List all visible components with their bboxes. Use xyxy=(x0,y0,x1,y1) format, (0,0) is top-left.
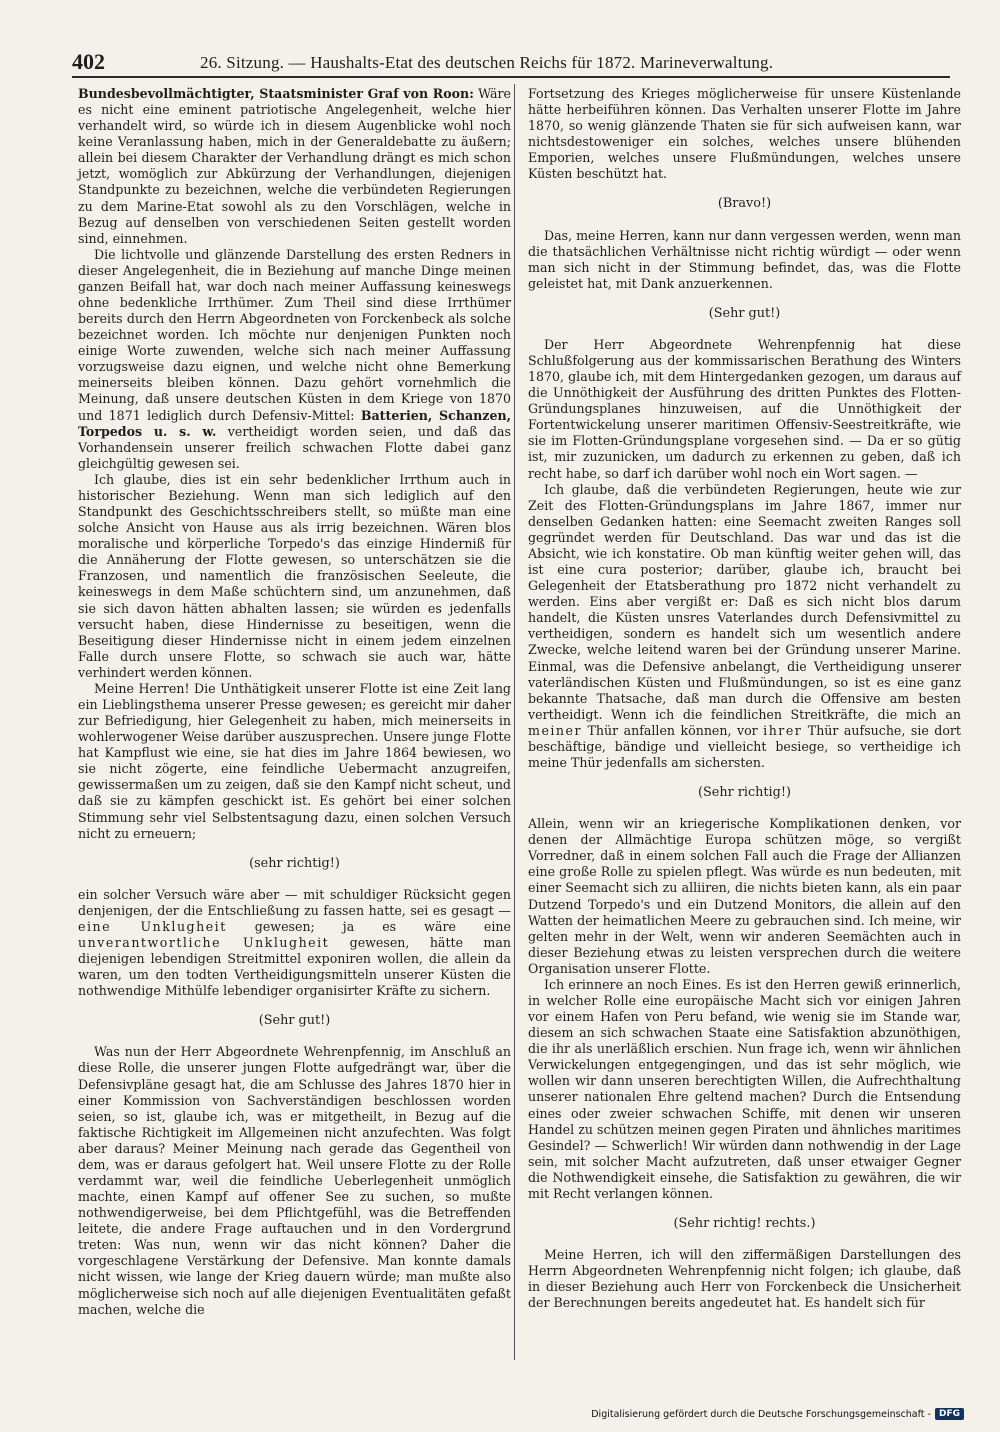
spaced-emphasis: eine Unklugheit xyxy=(78,918,227,934)
paragraph: Das, meine Herren, kann nur dann vergessen werden, wenn man die thatsächlichen Verhältnisse nicht richtig würdigt — oder wenn man sich nicht in der Stimmung befindet, das, was die Flotte geleistet hat, mit Dank anzuerkennen. xyxy=(528,227,962,291)
paragraph-text: ein solcher Versuch wäre aber — mit schuldiger Rücksicht gegen denjenigen, der die Entschließung zu fassen hatte, sei es gesagt — xyxy=(78,886,511,918)
paragraph xyxy=(78,887,511,1000)
spaced-emphasis: ihrer xyxy=(763,722,803,738)
header-rule xyxy=(72,76,950,78)
paragraph: Was nun der Herr Abgeordnete Wehrenpfennig, im Anschluß an diese Rolle, die unserer jungen Flotte aufgedrängt war, über die Defensivpläne gesagt hat, die am Schlusse des Jahres 1870 hier in einer Kommission von Sachverständigen beschlossen worden seien, so ist, glaube ich, was er mitgetheilt, in Bezug auf die faktische Richtigkeit im Allgemeinen nicht anzufechten. Was folgt aber daraus? Meiner Meinung nach gerade das Gegentheil von dem, was er daraus gefolgert hat. Weil unsere Flotte zu der Rolle verdammt war, weil die feindliche Ueberlegenheit unmöglich machte, einen Kampf auf offener See zu suchen, so mußte nothwendigerweise, bei dem Pflichtgefühl, was die Betreffenden leitete, die andere Frage auftauchen und in den Vordergrund treten: Was nun, wenn wir das nicht können? Daher die vorgeschlagene Verstärkung der Defensive. Man konnte damals nicht wissen, wie lange der Krieg dauern würde; man mußte also möglicherweise sich noch auf alle diejenigen Eventualitäten gefaßt machen, welche die xyxy=(78,1044,511,1317)
paragraph-text: Die lichtvolle und glänzende Darstellung des ersten Redners in dieser Angelegenheit, die in Beziehung auf manche Dinge meinen ganzen Beifall hat, war doch nach meiner Auffassung keineswegs ohne bedenkliche Irrthümer. Zum Theil sind diese Irrthümer bereits durch den Herrn Abgeordneten von Forckenbeck als solche bezeichnet worden. Ich möchte nur denjenigen Punkten noch einige Worte zuwenden, welche sich nach meiner Auffassung vorzugsweise dazu eignen, und welche nicht ohne Bemerkung meinerseits bleiben können. Dazu gehört vornehmlich die Meinung, daß unsere deutschen Küsten in dem Kriege von 1870 und 1871 lediglich durch Defensiv-Mittel: xyxy=(78,246,511,423)
page-number: 402 xyxy=(72,49,105,74)
paragraph xyxy=(78,247,511,472)
paragraph: Meine Herren! Die Unthätigkeit unserer Flotte ist eine Zeit lang ein Lieblingsthema unserer Presse gewesen; es gereicht mir daher zur Befriedigung, hier Gelegenheit zu haben, mich meinerseits in wohlerwogener Weise darüber auszusprechen. Unsere junge Flotte hat Kampflust wie eine, sie hat dies im Jahre 1864 bewiesen, wo sie nicht zögerte, eine feindliche Uebermacht anzugreifen, gewissermaßen um zu zeigen, daß sie den Kampf nicht scheut, und daß sie zu kämpfen geschickt ist. Es gehört bei einer solchen Stimmung sehr viel Selbstentsagung dazu, einen solchen Versuch nicht zu erneuern; xyxy=(78,680,511,841)
interjection: (Bravo!) xyxy=(717,196,772,212)
interjection: (Sehr richtig! rechts.) xyxy=(673,1216,816,1231)
running-title: 26. Sitzung. — Haushalts-Etat des deutschen Reichs für 1872. Marineverwaltung. xyxy=(200,53,774,72)
interjection: (Sehr gut!) xyxy=(258,1013,331,1029)
dfg-logo: DFG xyxy=(935,1408,964,1420)
paragraph xyxy=(78,86,511,247)
emphasized-text: Batterien, Schanzen, Torpedos u. s. w. xyxy=(78,407,512,439)
paragraph: Der Herr Abgeordnete Wehrenpfennig hat diese Schlußfolgerung aus der kommissarischen Berathung des Winters 1870, glaube ich, mit dem Hintergedanken gezogen, um daraus auf die Unnöthigkeit der Ausführung des dritten Punktes des Flotten-Gründungsplanes hinzuweisen, auf die Unnöthigkeit der Fortentwickelung unserer maritimen Offensiv-Seestreitkräfte, wie sie im Flotten-Gründungsplane vorgesehen sind. — Da er so gütig ist, mir zuzunicken, um dadurch zu erkennen zu geben, daß ich recht habe, so darf ich darüber wohl noch ein Wort sagen. — xyxy=(528,336,961,481)
paragraph-text: gewesen, hätte man diejenigen lebendigen Streitmittel exponiren wollen, die allein da waren, um den todten Vertheidigungsmitteln unserer Küsten die nothwendige Mithülfe lebendiger organisirter Kräfte zu sichern. xyxy=(78,934,511,999)
interjection: (Sehr gut!) xyxy=(708,305,781,321)
paragraph-text: Wäre es nicht eine eminent patriotische Angelegenheit, welche hier verhandelt wird, so würde ich in diesem Augenblicke wohl noch keine Veranlassung haben, mich in der Generaldebatte zu äußern; allein bei diesem Charakter der Verhandlung drängt es mich schon jetzt, womöglich zur Abkürzung der Verhandlungen, diejenigen Standpunkte zu bezeichnen, welche die verbündeten Regierungen zu dem Marine-Etat sowohl als zu den Vorschlägen, welche in Bezug auf denselben von verschiedenen Seiten gestellt worden sind, einnehmen. xyxy=(78,86,511,246)
paragraph-text: Thür aufsuche, sie dort beschäftige, bändige und vielleicht besiege, so vertheidige ich meine Thür jedenfalls am sichersten. xyxy=(528,722,961,770)
interjection: (sehr richtig!) xyxy=(249,855,340,871)
paragraph: Allein, wenn wir an kriegerische Komplikationen denken, vor denen der Allmächtige Europa schützen möge, so vergißt Vorredner, daß in einem solchen Fall auch die Frage der Allianzen eine große Rolle zu spielen pflegt. Was würde es nun bedeuten, mit einer Seemacht sich zu alliiren, die nichts bieten kann, als ein paar Dutzend Torpedo's und ein Dutzend Monitors, die allein auf den Watten der heimatlichen Meere zu gebrauchen sind. Ich meine, wir gelten mehr in der Welt, wenn wir anderen Seemächten auch in dieser Beziehung etwas zu leisten versprechen durch die weitere Organisation unserer Flotte. xyxy=(528,816,961,976)
paragraph xyxy=(528,482,961,771)
credit-text: Digitalisierung gefördert durch die Deutsche Forschungsgemeinschaft - xyxy=(591,1408,931,1420)
digitization-credit xyxy=(591,1408,964,1420)
paragraph: Ich glaube, dies ist ein sehr bedenklicher Irrthum auch in historischer Beziehung. Wenn man sich lediglich auf den Standpunkt des Geschichtsschreibers stellt, so müßte man eine solche Ansicht von Hause aus als irrig bezeichnen. Wären blos moralische und körperliche Torpedo's das einzige Hinderniß für die Annäherung der Flotte gewesen, so unterschätzen sie die Franzosen, und namentlich die französischen Seeleute, die keineswegs in dem Maße schüchtern sind, um anzunehmen, daß sie sich davon hätten abhalten lassen; sie würden es jedenfalls versucht haben, diese Hindernisse zu beseitigen, wenn die Beseitigung dieser Hindernisse nicht in einem jedem einzelnen Falle durch unsere Flotte, so schwach sie auch war, hätte verhindert werden können. xyxy=(78,471,511,680)
paragraph: Fortsetzung des Krieges möglicherweise für unsere Küstenlande hätte herbeiführen können. Das Verhalten unserer Flotte im Jahre 1870, so wenig glänzende Thaten sie für sich aufweisen kann, war nichtsdestoweniger ein solches, welches unsere blühenden Emporien, welches unsere Flußmündungen, welches unsere Küsten beschützt hat. xyxy=(528,86,961,182)
interjection: (Sehr richtig!) xyxy=(698,785,791,801)
paragraph-text: Ich glaube, daß die verbündeten Regierungen, heute wie zur Zeit des Flotten-Gründungsplans im Jahre 1867, immer nur denselben Gedanken hatten: eine Seemacht zweiten Ranges soll gegründet werden für Deutschland. Das war und das ist die Absicht, wie ich konstatire. Ob man künftig weiter gehen will, das ist eine cura posterior; darüber, glaube ich, braucht bei Gelegenheit der Etatsberathung pro 1872 nicht verhandelt zu werden. Eins aber vergißt er: Daß es sich nicht blos darum handelt, die Küsten unsres Vaterlandes durch Defensivmittel zu vertheidigen, sondern es handelt sich um wesentlich andere Zwecke, welche leitend waren bei der Gründung unserer Marine. Einmal, was die Defensive anbelangt, die Vertheidigung unserer vaterländischen Küsten und Flußmündungen, so ist es eine ganz bekannte Thatsache, daß man durch die Offensive am besten vertheidigt. Wenn ich die feindlichen Streitkräfte, die mich an xyxy=(528,481,961,722)
spaced-emphasis: meiner xyxy=(528,722,583,738)
paragraph: Meine Herren, ich will den ziffermäßigen Darstellungen des Herrn Abgeordneten Wehrenpfennig nicht folgen; ich glaube, daß in dieser Beziehung auch Herr von Forckenbeck die Unsicherheit der Berechnungen bereits angedeutet hat. Es handelt sich für xyxy=(528,1247,961,1311)
page-header xyxy=(72,44,950,74)
paragraph: Ich erinnere an noch Eines. Es ist den Herren gewiß erinnerlich, in welcher Rolle eine europäische Macht sich vor einigen Jahren vor einem Hafen von Peru befand, wie wenig sie im Stande war, diesem an sich schwachen Staate eine Satisfaktion abzunöthigen, die ihr als unerläßlich erschien. Nun frage ich, wenn wir ähnlichen Verwickelungen entgegengingen, und das ist sehr möglich, wie wollen wir dann unseren berechtigten Willen, die Aufrechthaltung unserer nationalen Ehre geltend machen? Durch die Entsendung eines oder zweier schwachen Schiffe, mit denen wir unseren Handel zu schützen meinen gegen Piraten und ähnliches maritimes Gesindel? — Schwerlich! Wir würden dann nothwendig in der Lage sein, mit solcher Macht aufzutreten, daß unser etwaiger Gegner die Nothwendigkeit einsehe, die Satisfaktion zu gewähren, die wir mit Recht verlangen können. xyxy=(528,976,961,1201)
paragraph-text: Thür anfallen können, vor xyxy=(587,722,758,738)
right-column xyxy=(528,86,961,1311)
paragraph-text: vertheidigt worden seien, und daß das Vorhandensein unserer freilich schwachen Flotte dabei ganz gleichgültig gewesen sei. xyxy=(78,423,511,471)
column-divider xyxy=(514,84,515,1360)
left-column xyxy=(78,86,511,1318)
speaker-name: Bundesbevollmächtigter, Staatsminister Graf von Roon: xyxy=(78,86,474,101)
paragraph-text: gewesen; ja es wäre eine xyxy=(254,918,511,934)
spaced-emphasis: unverantwortliche Unklugheit xyxy=(78,934,330,950)
